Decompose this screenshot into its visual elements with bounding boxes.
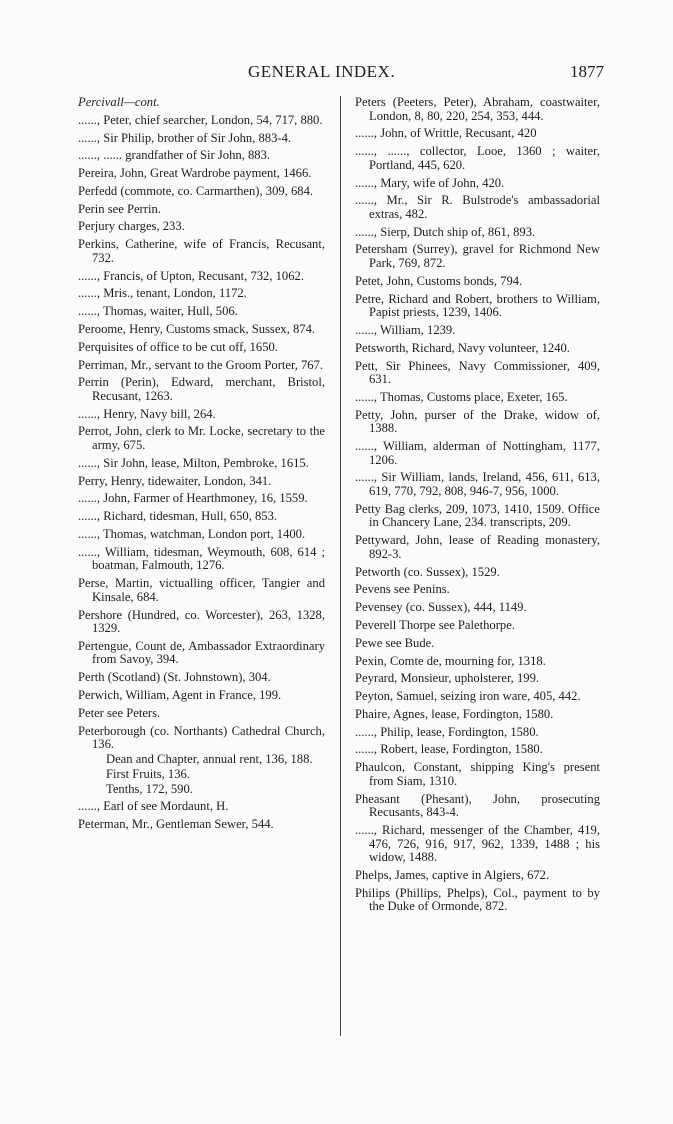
index-entry: Perth (Scotland) (St. Johnstown), 304. bbox=[78, 670, 271, 685]
index-entry: Phelps, James, captive in Algiers, 672. bbox=[355, 867, 550, 882]
index-entry: ......, Sierp, Dutch ship of, 861, 893. bbox=[355, 224, 536, 239]
index-entry: Perry, Henry, tidewaiter, London, 341. bbox=[78, 473, 272, 488]
index-entry: Petsworth, Richard, Navy volunteer, 1240. bbox=[355, 340, 570, 355]
index-entry: ......, ......, collector, Looe, 1360 ; waiter, Portland, 445, 620. bbox=[355, 144, 600, 172]
index-entry: Philips (Phillips, Phelps), Col., payment to by the Duke of Ormonde, 872. bbox=[355, 885, 600, 914]
index-entry: Perriman, Mr., servant to the Groom Porter, 767. bbox=[78, 357, 324, 372]
index-entry: Perin see Perrin. bbox=[78, 201, 161, 216]
index-entry: ......, John, of Writtle, Recusant, 420 bbox=[355, 126, 537, 141]
index-entry: ......, Richard, tidesman, Hull, 650, 853. bbox=[78, 509, 278, 524]
index-entry: ......, Thomas, watchman, London port, 1400. bbox=[78, 526, 306, 541]
index-entry: ......, Philip, lease, Fordington, 1580. bbox=[355, 724, 539, 739]
index-entry: Peterman, Mr., Gentleman Sewer, 544. bbox=[78, 817, 274, 832]
index-entry: ......, William, tidesman, Weymouth, 608, 614 ; boatman, Falmouth, 1276. bbox=[78, 544, 325, 573]
index-entry: Perwich, William, Agent in France, 199. bbox=[78, 688, 282, 703]
index-entry: ......, Earl of see Mordaunt, H. bbox=[78, 799, 229, 814]
index-entry: ......, Peter, chief searcher, London, 54, 717, 880. bbox=[78, 112, 323, 127]
index-entry: Pexin, Comte de, mourning for, 1318. bbox=[355, 653, 546, 668]
index-entry: Phaulcon, Constant, shipping King's present from Siam, 1310. bbox=[355, 760, 600, 788]
page-title: GENERAL INDEX. bbox=[248, 62, 396, 81]
index-entry: Peyton, Samuel, seizing iron ware, 405, 442. bbox=[355, 689, 581, 704]
index-entry: ......, Thomas, waiter, Hull, 506. bbox=[78, 304, 238, 319]
index-entry: ......, William, alderman of Nottingham, 1177, 1206. bbox=[355, 439, 600, 467]
index-entry: ......, Francis, of Upton, Recusant, 732, 1062. bbox=[78, 268, 304, 283]
index-entry: ......, Sir John, lease, Milton, Pembroke, 1615. bbox=[78, 455, 309, 470]
index-entry: ......, Robert, lease, Fordington, 1580. bbox=[355, 742, 543, 757]
index-entry: Peter see Peters. bbox=[78, 705, 161, 720]
index-entry: Perse, Martin, victualling officer, Tangier and Kinsale, 684. bbox=[78, 576, 325, 604]
index-entry: Pereira, John, Great Wardrobe payment, 1466. bbox=[78, 166, 312, 181]
index-entry: Perquisites of office to be cut off, 1650. bbox=[78, 339, 278, 354]
index-subentry: Dean and Chapter, annual rent, 136, 188. bbox=[106, 751, 313, 766]
index-entry: ......, Sir William, lands, Ireland, 456, 611, 613, 619, 770, 792, 808, 946-7, 956, 1000. bbox=[355, 470, 600, 499]
index-entry: Perjury charges, 233. bbox=[78, 219, 185, 234]
left-column bbox=[78, 96, 325, 836]
index-entry: Petworth (co. Sussex), 1529. bbox=[355, 564, 500, 579]
index-entry: ......, ...... grandfather of Sir John, 883. bbox=[78, 148, 271, 163]
index-entry: Pershore (Hundred, co. Worcester), 263, 1328, 1329. bbox=[78, 607, 325, 636]
index-entry: ......, Richard, messenger of the Chamber, 419, 476, 726, 916, 917, 962, 1339, 1488 ; his widow, 1488. bbox=[355, 822, 600, 865]
right-column bbox=[355, 96, 600, 918]
index-entry: ......, Mris., tenant, London, 1172. bbox=[78, 286, 247, 301]
index-entry: Perfedd (commote, co. Carmarthen), 309, 684. bbox=[78, 183, 314, 198]
index-entry: Peyrard, Monsieur, upholsterer, 199. bbox=[355, 671, 540, 686]
index-entry: ......, Thomas, Customs place, Exeter, 165. bbox=[355, 389, 568, 404]
index-entry: Phaire, Agnes, lease, Fordington, 1580. bbox=[355, 706, 554, 721]
index-entry: Peters (Peeters, Peter), Abraham, coastwaiter, London, 8, 80, 220, 254, 353, 444. bbox=[355, 95, 600, 123]
index-entry: ......, William, 1239. bbox=[355, 323, 456, 337]
index-entry: Perkins, Catherine, wife of Francis, Recusant, 732. bbox=[78, 237, 325, 265]
index-entry: ......, Henry, Navy bill, 264. bbox=[78, 406, 216, 421]
index-entry: Petre, Richard and Robert, brothers to William, Papist priests, 1239, 1406. bbox=[355, 291, 600, 320]
index-entry: Pheasant (Phesant), John, prosecuting Recusants, 843-4. bbox=[355, 791, 600, 820]
index-entry: ......, Mr., Sir R. Bulstrode's ambassadorial extras, 482. bbox=[355, 193, 600, 221]
index-subentry: First Fruits, 136. bbox=[106, 766, 190, 781]
index-entry: ......, Mary, wife of John, 420. bbox=[355, 175, 505, 190]
index-entry: Perrin (Perin), Edward, merchant, Bristol, Recusant, 1263. bbox=[78, 375, 325, 403]
page-header bbox=[0, 62, 673, 86]
index-entry: Peterborough (co. Northants) Cathedral Church, 136. bbox=[78, 723, 325, 752]
page-number: 1877 bbox=[570, 62, 604, 81]
index-entry: Petty, John, purser of the Drake, widow of, 1388. bbox=[355, 407, 600, 436]
column-divider bbox=[340, 96, 341, 1036]
index-entry: Petet, John, Customs bonds, 794. bbox=[355, 273, 523, 288]
index-entry: Pevensey (co. Sussex), 444, 1149. bbox=[355, 600, 527, 615]
index-entry: Pertengue, Count de, Ambassador Extraordinary from Savoy, 394. bbox=[78, 638, 325, 667]
index-entry: Pewe see Bude. bbox=[355, 635, 435, 650]
index-entry: Petersham (Surrey), gravel for Richmond New Park, 769, 872. bbox=[355, 242, 600, 271]
index-entry: ......, Sir Philip, brother of Sir John, 883-4. bbox=[78, 130, 292, 145]
index-subentry: Tenths, 172, 590. bbox=[106, 781, 193, 796]
index-entry: Percivall—cont. bbox=[78, 95, 160, 109]
index-entry: Petty Bag clerks, 209, 1073, 1410, 1509. Office in Chancery Lane, 234. transcripts, 209. bbox=[355, 501, 600, 530]
index-entry: ......, John, Farmer of Hearthmoney, 16, 1559. bbox=[78, 491, 308, 506]
index-entry: Peverell Thorpe see Palethorpe. bbox=[355, 617, 515, 632]
index-entry: Pett, Sir Phinees, Navy Commissioner, 409, 631. bbox=[355, 358, 600, 387]
index-entry: Peroome, Henry, Customs smack, Sussex, 874. bbox=[78, 321, 316, 336]
index-entry: Perrot, John, clerk to Mr. Locke, secretary to the army, 675. bbox=[78, 424, 325, 453]
index-entry: Pettyward, John, lease of Reading monastery, 892-3. bbox=[355, 533, 600, 561]
index-entry: Pevens see Penins. bbox=[355, 582, 450, 597]
